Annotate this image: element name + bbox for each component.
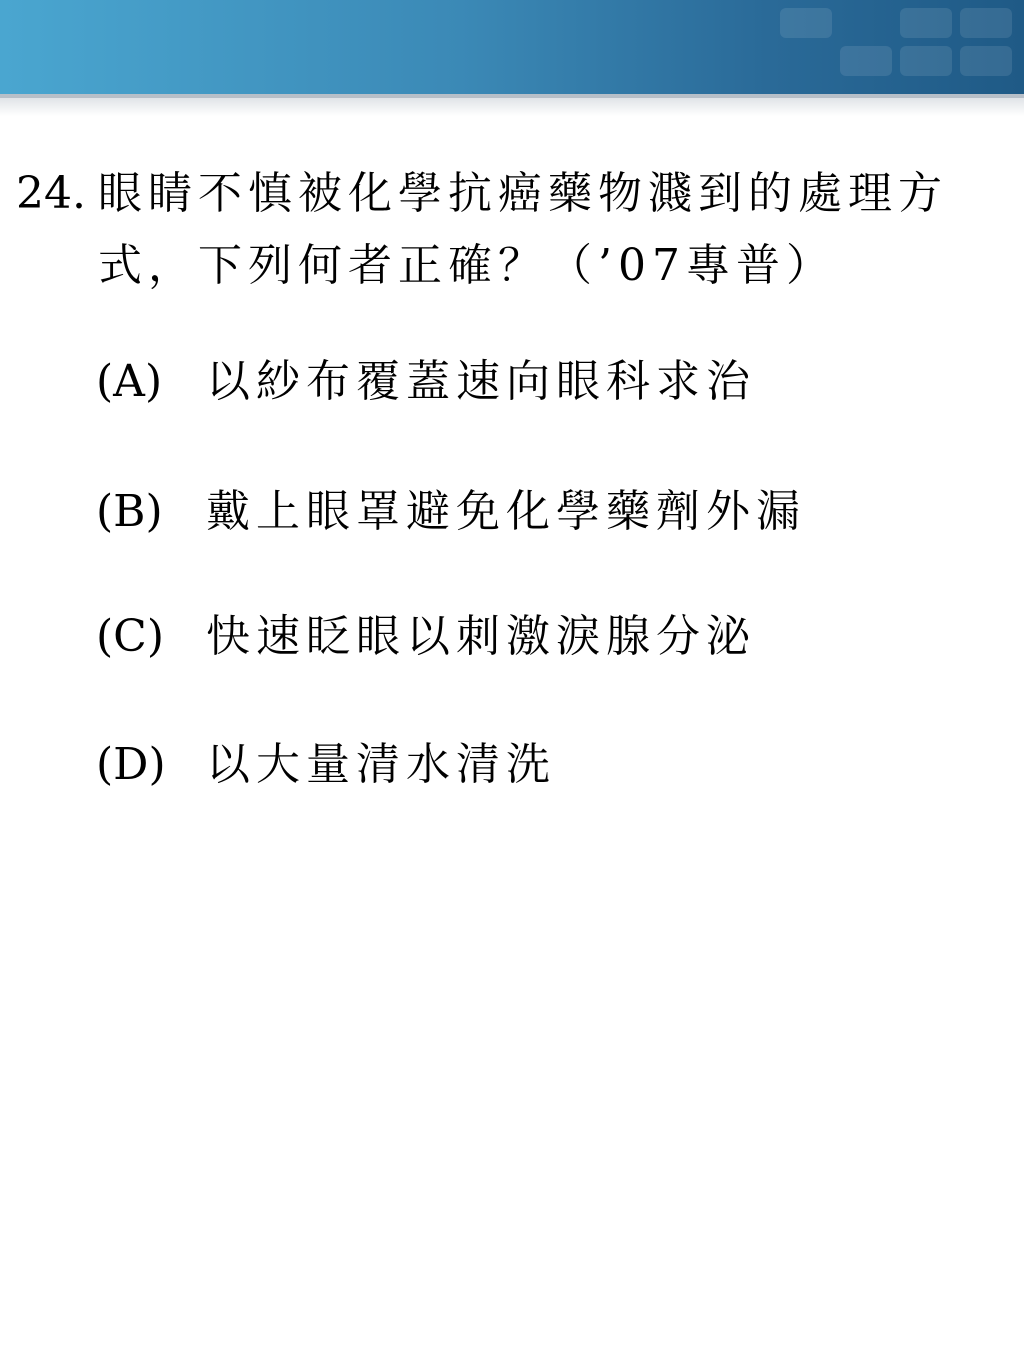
option-letter: (B) <box>96 486 163 537</box>
decorative-square <box>780 8 832 38</box>
option-text: 戴上眼罩避免化學藥劑外漏 <box>206 486 806 537</box>
option-a <box>96 352 756 412</box>
question-number: 24. <box>16 168 86 219</box>
header-divider <box>0 94 1024 116</box>
option-text: 快速眨眼以刺激淚腺分泌 <box>206 611 756 662</box>
decorative-square <box>840 46 892 76</box>
option-letter: (A) <box>96 356 163 407</box>
decorative-square <box>900 8 952 38</box>
question <box>16 158 1006 302</box>
option-letter: (C) <box>96 611 164 662</box>
option-b <box>96 482 806 542</box>
question-text: 眼睛不慎被化學抗癌藥物濺到的處理方式，下列何者正確？（’07專普） <box>98 168 948 291</box>
option-letter: (D) <box>96 739 166 790</box>
decorative-square <box>960 8 1012 38</box>
option-text: 以大量清水清洗 <box>206 739 556 790</box>
decorative-square <box>900 46 952 76</box>
header-banner <box>0 0 1024 94</box>
decorative-square <box>960 46 1012 76</box>
option-c <box>96 607 756 667</box>
option-text: 以紗布覆蓋速向眼科求治 <box>206 356 756 407</box>
option-d <box>96 735 556 795</box>
